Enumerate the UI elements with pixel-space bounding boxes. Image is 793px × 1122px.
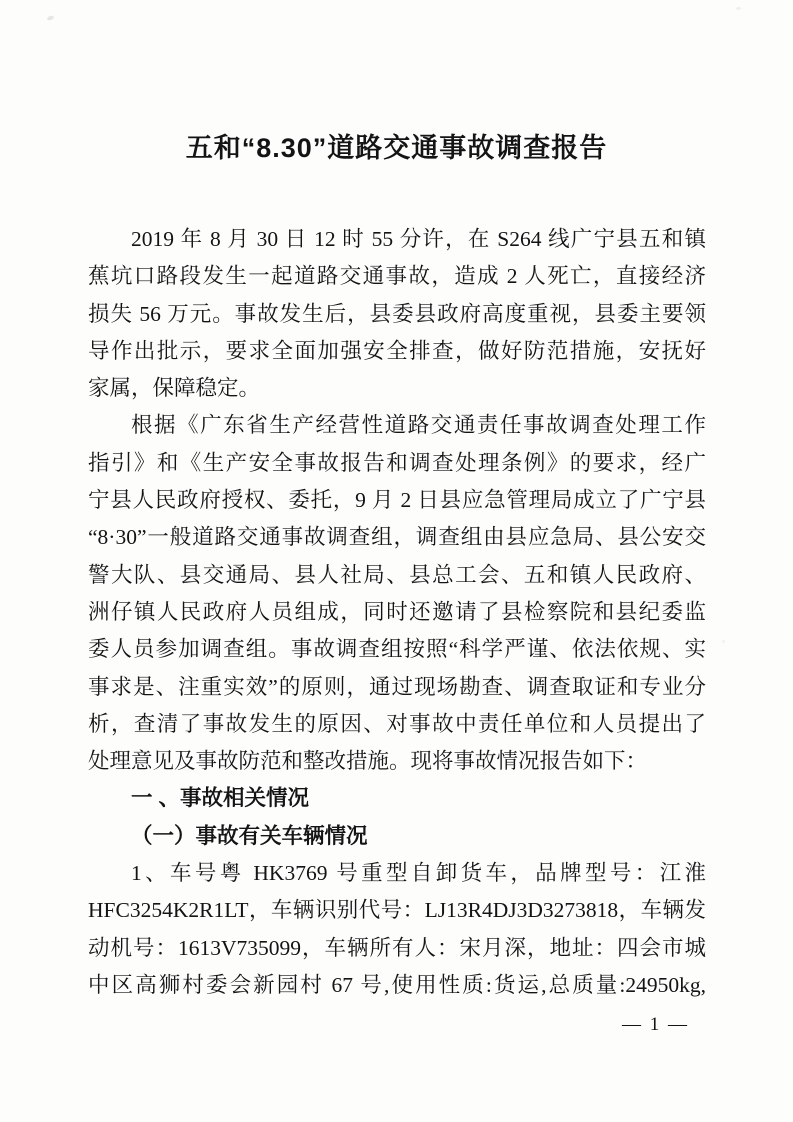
body-line: 家属，保障稳定。: [88, 376, 261, 401]
body-line: 损失 56 万元。事故发生后，县委县政府高度重视，县委主要领: [88, 301, 706, 326]
body-line: 蕉坑口路段发生一起道路交通事故，造成 2 人死亡，直接经济: [88, 264, 706, 289]
body-line: 处理意见及事故防范和整改措施。现将事故情况报告如下：: [88, 749, 648, 774]
report-body: [88, 221, 706, 1004]
section-heading: 一 、事故相关情况: [131, 786, 309, 811]
body-line: “8·30”一般道路交通事故调查组，调查组由县应急局、县公安交: [88, 525, 706, 550]
scan-artifact: [722, 640, 725, 643]
body-line: 1、车号粤 HK3769 号重型自卸货车，品牌型号：江淮: [131, 861, 706, 886]
body-line: 事求是、注重实效”的原则，通过现场勘查、调查取证和专业分: [88, 674, 706, 699]
body-line: 析，查清了事故发生的原因、对事故中责任单位和人员提出了: [88, 711, 706, 736]
body-line: 2019 年 8 月 30 日 12 时 55 分许，在 S264 线广宁县五和镇: [131, 227, 706, 251]
body-line: 洲仔镇人民政府人员组成，同时还邀请了县检察院和县纪委监: [88, 599, 706, 624]
body-line: 根据《广东省生产经营性道路交通责任事故调查处理工作: [131, 413, 706, 438]
body-line: HFC3254K2R1LT，车辆识别代号：LJ13R4DJ3D3273818，车辆发: [88, 898, 706, 923]
body-line: 中区高狮村委会新园村 67 号,使用性质:货运,总质量:24950kg,: [88, 972, 706, 997]
body-line: 警大队、县交通局、县人社局、县总工会、五和镇人民政府、: [88, 562, 706, 587]
subsection-heading: （一）事故有关车辆情况: [131, 823, 368, 848]
scan-artifact: [47, 15, 55, 21]
body-line: 宁县人民政府授权、委托，9 月 2 日县应急管理局成立了广宁县: [88, 488, 706, 513]
body-line: 导作出批示，要求全面加强安全排查，做好防范措施，安抚好: [88, 338, 706, 363]
body-line: 动机号：1613V735099，车辆所有人：宋月深，地址：四会市城: [88, 935, 706, 960]
report-title: 五和“8.30”道路交通事故调查报告: [185, 133, 608, 163]
scan-artifact: [736, 7, 741, 10]
page-number: — 1 —: [622, 1014, 689, 1035]
body-line: 委人员参加调查组。事故调查组按照“科学严谨、依法依规、实: [88, 637, 706, 662]
body-line: 指引》和《生产安全事故报告和调查处理条例》的要求，经广: [88, 450, 706, 475]
